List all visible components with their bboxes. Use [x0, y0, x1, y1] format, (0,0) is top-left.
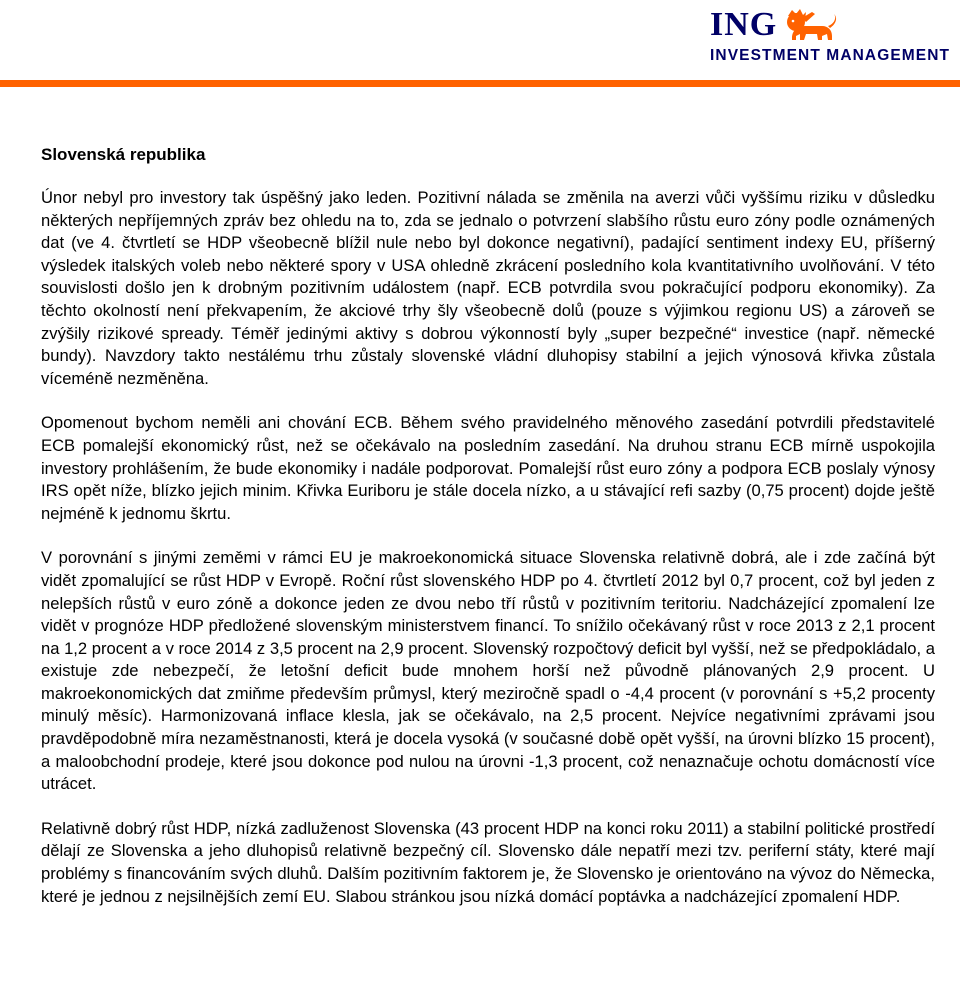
header-rule — [0, 80, 960, 87]
document-body — [41, 143, 935, 930]
lion-icon — [782, 6, 840, 42]
paragraph-2: Opomenout bychom neměli ani chování ECB. Během svého pravidelného měnového zasedání potvrdili představitelé ECB pomalejší ekonomický růst, než se očekávalo na posledním zasedání. Na druhou stranu ECB mírně uspokojila investory prohlášením, že bude ekonomiky i nadále podporovat. Pomalejší růst euro zóny a podpora ECB poslaly výnosy IRS opět níže, blízko jejich minim. Křivka Euriboru je stále docela nízko, a u stávající refi sazby (0,75 procent) dojde ještě nejméně k jednomu škrtu. — [41, 413, 935, 523]
paragraph-4: Relativně dobrý růst HDP, nízká zadluženost Slovenska (43 procent HDP na konci roku 2011) a stabilní politické prostředí dělají ze Slovenska a jeho dluhopisů relativně bezpečný cíl. Slovensko dále nepatří mezi tzv. periferní státy, které mají problémy s financováním svých dluhů. Dalším pozitivním faktorem je, že Slovensko je orientováno na vývoz do Německa, které je jednou z nejsilnějších zemí EU. Slabou stránkou jsou nízká domácí poptávka a nadcházející zpomalení HDP. — [41, 818, 935, 906]
page-header — [0, 0, 960, 88]
paragraph-3: V porovnání s jinými zeměmi v rámci EU je makroekonomická situace Slovenska relativně dobrá, ale i zde začíná být vidět zpomalující se růst HDP v Evropě. Roční růst slovenského HDP po 4. čtvrtletí 2012 byl 0,7 procent, což byl jeden z nelepších růstů v euro zóně a dokonce jeden ze dvou nebo tří růstů v pozitivním teritoriu. Nadcházející zpomalení lze vidět v prognóze HDP předložené slovenským ministerstvem financí. To snížilo očekávaný růst v roce 2013 z 2,1 procent na 1,2 procent a v roce 2014 z 3,5 procent na 2,9 procent. Slovenský rozpočtový deficit byl vyšší, než se předpokládalo, a existuje zde nebezpečí, že letošní deficit bude mnohem horší než původně plánovaných 2,9 procent. U makroekonomických dat zmiňme především průmysl, který meziročně spadl o -4,4 procent (v porovnání s +5,2 procenty minulý měsíc). Harmonizovaná inflace klesla, jak se očekávalo, na 2,5 procent. Nejvíce negativními zprávami jsou pravděpodobně míra nezaměstnanosti, která je docela vysoká (v současné době opět vyšší, na úrovni blízko 15 procent), a maloobchodní prodeje, které jsou dokonce pod nulou na úrovni -1,3 procent, což nenaznačuje ochotu domácností více utrácet. — [41, 548, 935, 794]
ing-logo — [706, 6, 958, 68]
section-heading: Slovenská republika — [41, 145, 206, 164]
logo-subtitle: INVESTMENT MANAGEMENT — [710, 47, 951, 64]
logo-wordmark: ING — [710, 6, 778, 43]
paragraph-1: Únor nebyl pro investory tak úspěšný jako leden. Pozitivní nálada se změnila na averzi vůči vyššímu riziku v důsledku některých nepříjemných zpráv bez ohledu na to, zda se jednalo o potvrzení slabšího růstu euro zóny podle oznámených dat (ve 4. čtvrtletí se HDP všeobecně blížil nule nebo byl dokonce negativní), padající sentiment indexy EU, příšerný výsledek italských voleb nebo některé spory v USA ohledně zkrácení posledního kola kvantitativního uvolňování. V této souvislosti došlo jen k drobným pozitivním událostem (např. ECB potvrdila svou pokračující podporu ekonomiky). Za těchto okolností není překvapením, že akciové trhy šly všeobecně dolů (pouze s výjimkou regionu US) a zároveň se zvýšily rizikové spready. Téměř jedinými aktivy s dobrou výkonností byly „super bezpečné“ investice (např. německé bundy). Navzdory takto nestálému trhu zůstaly slovenské vládní dluhopisy stabilní a jejich výnosová křivka zůstala víceméně nezměněna. — [41, 188, 935, 388]
